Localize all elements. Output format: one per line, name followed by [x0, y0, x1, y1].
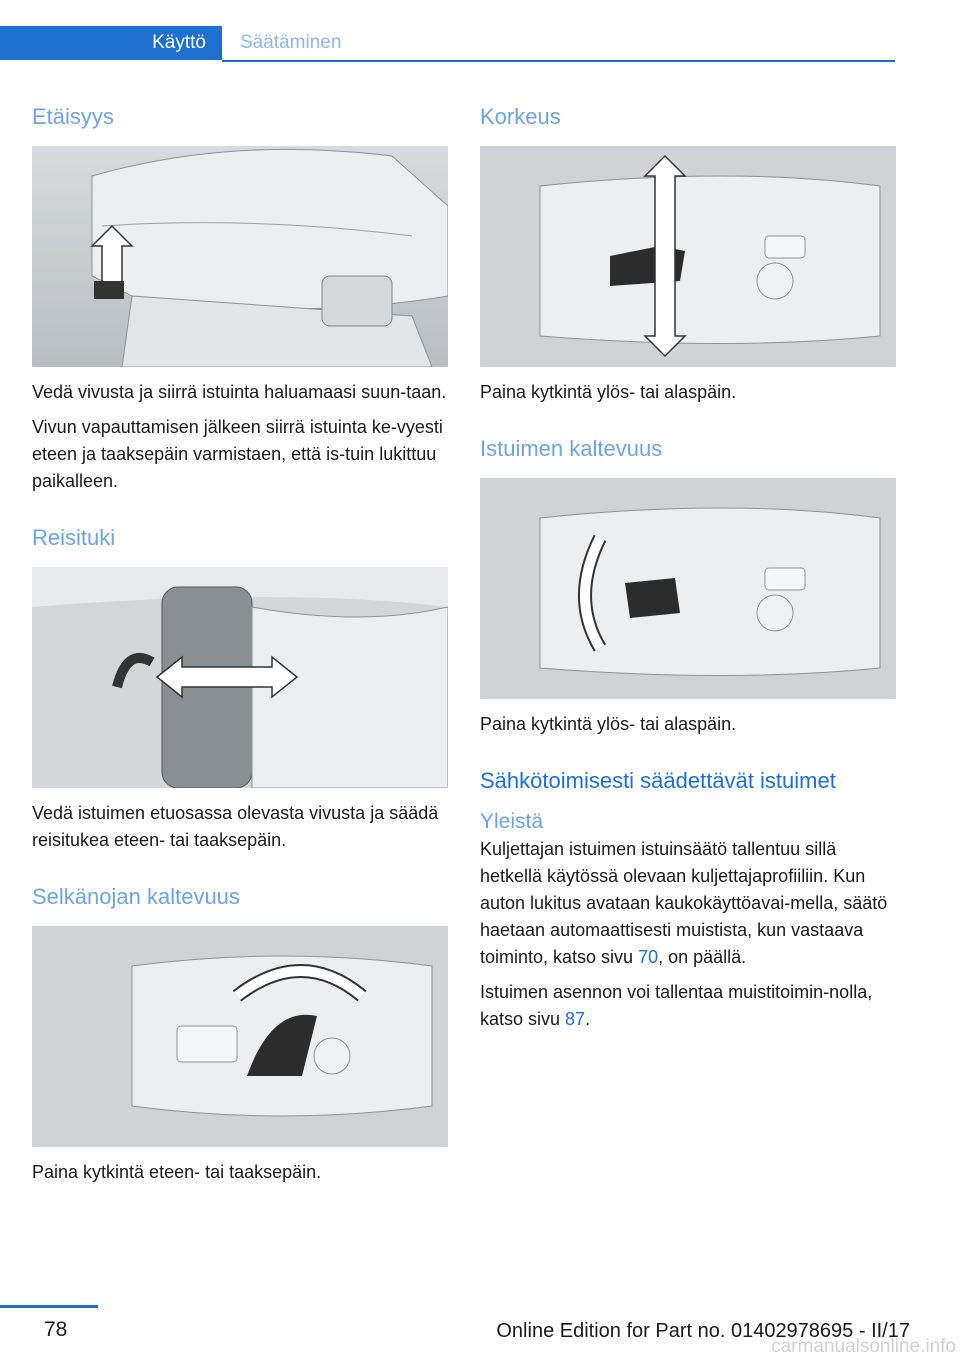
header-rule — [222, 60, 895, 62]
section-title-electric-seats: Sähkötoimisesti säädettävät istuimet — [480, 768, 836, 793]
header — [0, 26, 895, 62]
paragraph-height: Paina kytkintä ylös- tai alaspäin. — [480, 382, 737, 402]
page-link-70[interactable]: 70 — [638, 947, 659, 967]
section-title-seat-tilt: Istuimen kaltevuus — [480, 436, 663, 461]
section-title-distance: Etäisyys — [32, 104, 114, 129]
figure-thigh-support — [32, 567, 448, 788]
section-title-height: Korkeus — [480, 104, 561, 129]
section-title-thigh-support: Reisituki — [32, 525, 116, 550]
edition-note: Online Edition for Part no. 01402978695 - II/17 — [496, 1320, 910, 1342]
paragraph-general-1 — [480, 836, 896, 971]
figure-seat-tilt — [480, 478, 896, 699]
paragraph-seat-tilt: Paina kytkintä ylös- tai alaspäin. — [480, 714, 737, 734]
left-column — [32, 100, 448, 1186]
paragraph-general-1-text-a: Kuljettajan istuimen istuinsäätö tallentuu sillä hetkellä käytössä olevaan kuljettajaprofiiliin. Kun auton lukitus avataan kaukokäyttöavai-mella, säätö haetaan automaattisesti muistista, kun vastaava toiminto, katso sivu — [480, 839, 888, 967]
figure-height — [480, 146, 896, 367]
paragraph-general-2-text-a: Istuimen asennon voi tallentaa muistitoimin-nolla, katso sivu — [480, 982, 873, 1029]
figure-seat-distance — [32, 146, 448, 367]
watermark: carmanualsonline.info — [771, 1336, 956, 1357]
footer-rule — [0, 1305, 98, 1308]
subsection-title-general: Yleistä — [480, 810, 544, 833]
tab-chapter[interactable]: Käyttö — [0, 26, 222, 60]
right-column — [480, 100, 896, 1033]
paragraph-backrest-tilt: Paina kytkintä eteen- tai taaksepäin. — [32, 1162, 322, 1182]
section-title-backrest-tilt: Selkänojan kaltevuus — [32, 884, 240, 909]
figure-backrest-tilt — [32, 926, 448, 1147]
paragraph-distance-2: Vivun vapauttamisen jälkeen siirrä istuinta ke-vyesti eteen ja taaksepäin varmistaen, että is-tuin lukittuu paikalleen. — [32, 417, 443, 491]
paragraph-general-2 — [480, 979, 896, 1033]
page-link-87[interactable]: 87 — [565, 1009, 586, 1029]
paragraph-general-2-text-b: . — [585, 1009, 591, 1029]
paragraph-thigh-support: Vedä istuimen etuosassa olevasta vivusta ja säädä reisitukea eteen- tai taaksepäin. — [32, 803, 439, 850]
page-number: 78 — [44, 1318, 68, 1341]
tab-section[interactable]: Säätäminen — [240, 32, 342, 53]
paragraph-distance-1: Vedä vivusta ja siirrä istuinta haluamaasi suun-taan. — [32, 382, 447, 402]
paragraph-general-1-text-b: , on päällä. — [658, 947, 747, 967]
